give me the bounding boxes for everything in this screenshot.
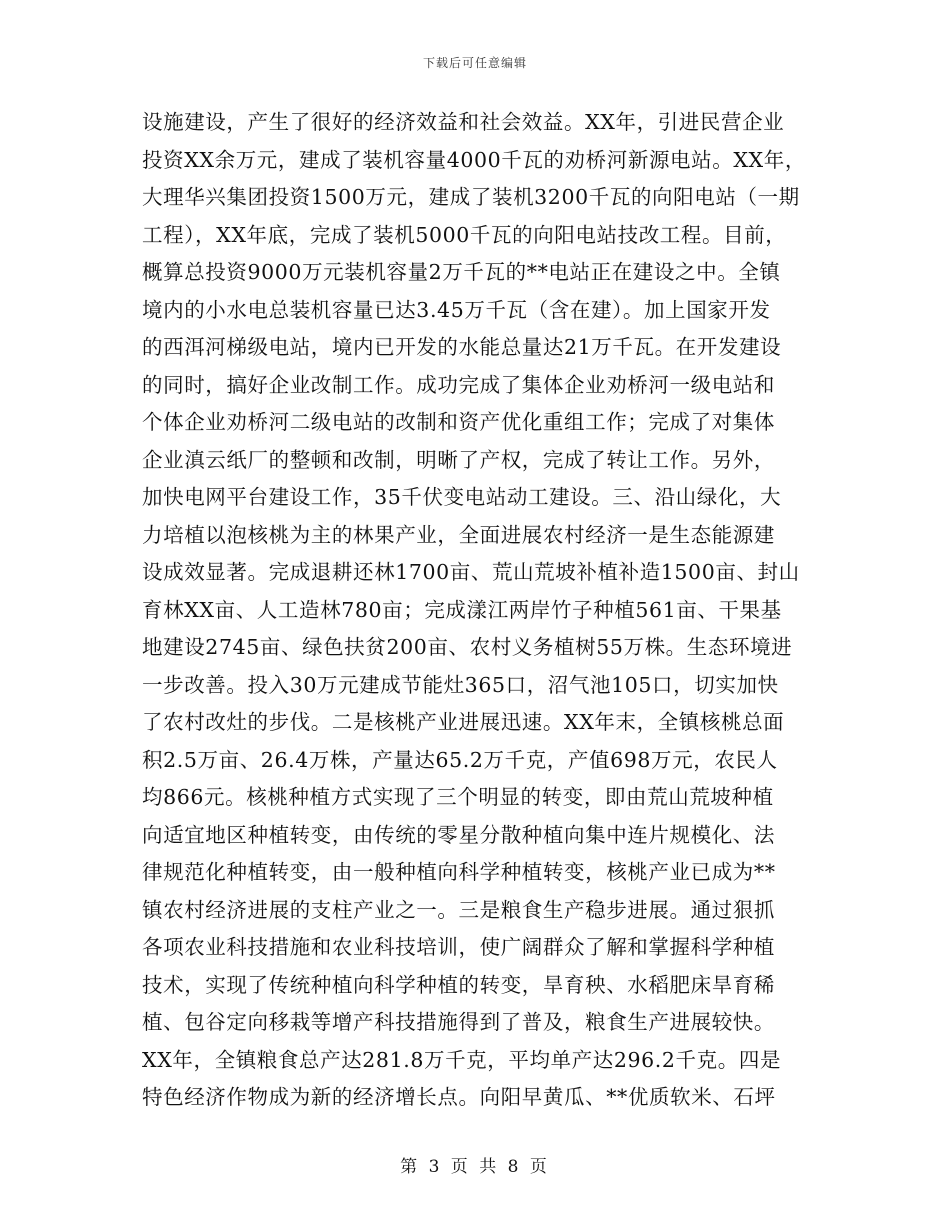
page-number-footer: 第 3 页 共 8 页 xyxy=(400,1157,550,1177)
body-line: 概算总投资9000万元装机容量2万千瓦的**电站正在建设之中。全镇 xyxy=(142,260,781,284)
body-line: 积2.5万亩、26.4万株，产量达65.2万千克，产值698万元，农民人 xyxy=(142,747,778,772)
body-line: 境内的小水电总装机容量已达3.45万千瓦（含在建）。加上国家开发 xyxy=(142,297,771,322)
body-line: 镇农村经济进展的支柱产业之一。三是粮食生产稳步进展。通过狠抓 xyxy=(142,897,775,922)
body-line: 投资XX余万元，建成了装机容量4000千瓦的劝桥河新源电站。XX年， xyxy=(142,147,806,172)
body-line: 大理华兴集团投资1500万元，建成了装机3200千瓦的向阳电站（一期 xyxy=(142,185,800,209)
body-line: 企业滇云纸厂的整顿和改制，明晰了产权，完成了转让工作。另外， xyxy=(142,447,775,472)
body-line: 向适宜地区种植转变，由传统的零星分散种植向集中连片规模化、法 xyxy=(142,822,775,847)
body-line: 设成效显著。完成退耕还林1700亩、荒山荒坡补植补造1500亩、封山 xyxy=(142,560,800,584)
body-line: 力培植以泡核桃为主的林果产业，全面进展农村经济一是生态能源建 xyxy=(142,522,775,547)
body-line: XX年，全镇粮食总产达281.8万千克，平均单产达296.2千克。四是 xyxy=(142,1047,782,1072)
body-line: 了农村改灶的步伐。二是核桃产业进展迅速。XX年末，全镇核桃总面 xyxy=(142,710,785,734)
body-line: 设施建设，产生了很好的经济效益和社会效益。XX年，引进民营企业 xyxy=(142,110,785,134)
body-line: 的同时，搞好企业改制工作。成功完成了集体企业劝桥河一级电站和 xyxy=(142,372,775,397)
document-body xyxy=(142,104,810,1117)
body-line: 地建设2745亩、绿色扶贫200亩、农村义务植树55万株。生态环境进 xyxy=(142,635,793,659)
body-line: 植、包谷定向移栽等增产科技措施得到了普及，粮食生产进展较快。 xyxy=(142,1010,775,1034)
body-line: 工程），XX年底，完成了装机5000千瓦的向阳电站技改工程。目前， xyxy=(142,222,787,247)
body-line: 律规范化种植转变，由一般种植向科学种植转变，核桃产业已成为** xyxy=(142,860,776,884)
body-line: 均866元。核桃种植方式实现了三个明显的转变，即由荒山荒坡种植 xyxy=(142,785,774,809)
body-line: 各项农业科技措施和农业科技培训，使广阔群众了解和掌握科学种植 xyxy=(142,935,775,959)
body-line: 加快电网平台建设工作，35千伏变电站动工建设。三、沿山绿化，大 xyxy=(142,485,782,509)
body-line: 一步改善。投入30万元建成节能灶365口，沼气池105口，切实加快 xyxy=(142,672,779,697)
body-line: 个体企业劝桥河二级电站的改制和资产优化重组工作；完成了对集体 xyxy=(142,410,775,434)
body-line: 育林XX亩、人工造林780亩；完成漾江两岸竹子种植561亩、干果基 xyxy=(142,597,782,622)
body-line: 特色经济作物成为新的经济增长点。向阳早黄瓜、**优质软米、石坪 xyxy=(142,1085,776,1109)
page-header: 下载后可任意编辑 xyxy=(422,56,527,70)
body-line: 技术，实现了传统种植向科学种植的转变，旱育秧、水稻肥床旱育稀 xyxy=(142,972,775,997)
body-line: 的西洱河梯级电站，境内已开发的水能总量达21万千瓦。在开发建设 xyxy=(142,335,782,359)
